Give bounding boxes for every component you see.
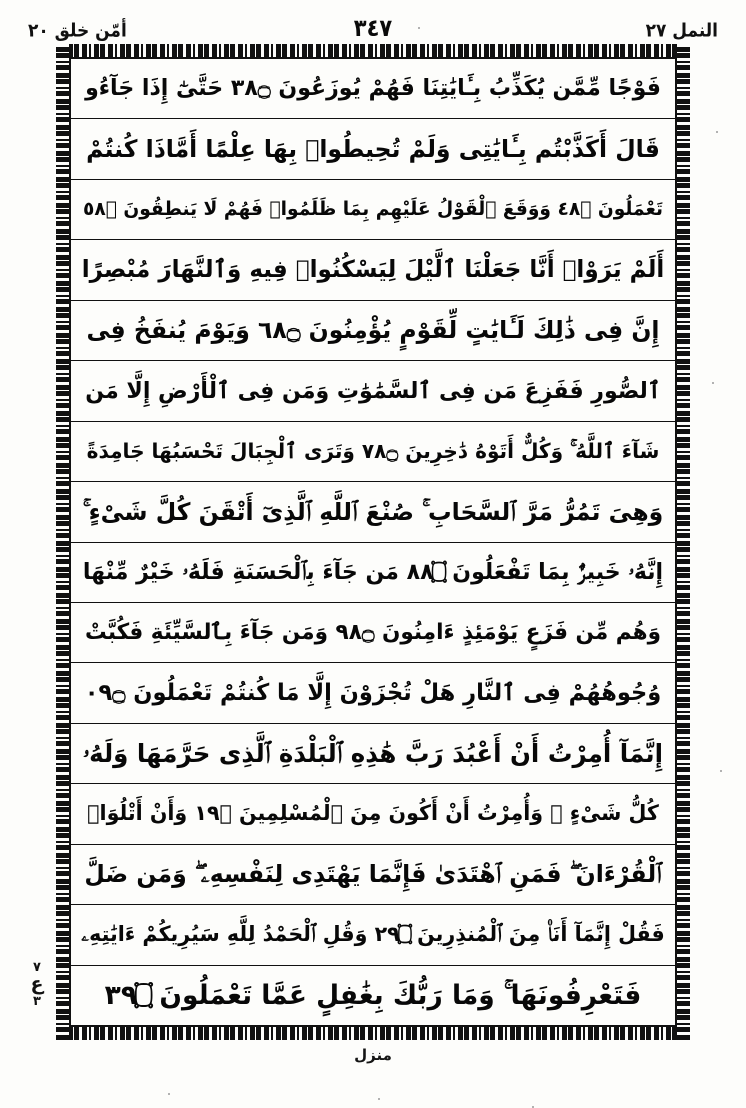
surah-label: النمل ٢٧ [645, 19, 718, 42]
juz-label: أمّن خلق ٢٠ [28, 19, 127, 42]
ayah-line-text: تَعْمَلُونَ ۝٨٤ وَوَقَعَ ٱلْقَوْلُ عَلَيْهِم بِمَا ظَلَمُوا۟ فَهُمْ لَا يَنطِقُونَ ۝٨٥ [82, 198, 664, 221]
ayah-line [71, 119, 675, 179]
ayah-line-text: إِنَّمَآ أُمِرْتُ أَنْ أَعْبُدَ رَبَّ هَٰذِهِ ٱلْبَلْدَةِ ٱلَّذِى حَرَّمَهَا وَلَهُۥ [82, 739, 664, 769]
frame-ornament-top [56, 44, 690, 57]
page-number: ٣٤٧ [353, 14, 393, 42]
frame-ornament-right [677, 44, 690, 1040]
ornamental-frame [56, 44, 690, 1040]
frame-ornament-bottom [56, 1027, 690, 1040]
ayah-line [71, 180, 675, 240]
ayah-line [71, 966, 675, 1025]
ayah-line-text: كُلُّ شَىْءٍ ۖ وَأُمِرْتُ أَنْ أَكُونَ مِنَ ٱلْمُسْلِمِينَ ۝٩١ وَأَنْ أَتْلُوَا۟ [87, 801, 659, 826]
ayah-line-text: فَوْجًا مِّمَّن يُكَذِّبُ بِـَٔايَٰتِنَا فَهُمْ يُوزَعُونَ ۝٨٣ حَتَّىٰٓ إِذَا جَآءُو [85, 75, 661, 102]
ayah-line-text: وُجُوهُهُمْ فِى ٱلنَّارِ هَلْ تُجْزَوْنَ إِلَّا مَا كُنتُمْ تَعْمَلُونَ ۝٩٠ [84, 679, 662, 706]
ayah-line-text: ٱلصُّورِ فَفَزِعَ مَن فِى ٱلسَّمَٰوَٰتِ وَمَن فِى ٱلْأَرْضِ إِلَّا مَن [85, 377, 661, 404]
ruku-in-surah: ٣ [33, 993, 41, 1009]
ayah-line [71, 663, 675, 723]
manzil-label: منزل [354, 1046, 392, 1064]
ruku-count: ٧ [33, 959, 41, 975]
ayah-line [71, 845, 675, 905]
ayah-line-text: قَالَ أَكَذَّبْتُم بِـَٔايَٰتِى وَلَمْ تُحِيطُوا۟ بِهَا عِلْمًا أَمَّاذَا كُنتُمْ [86, 135, 660, 164]
scan-speckle [378, 1098, 380, 1100]
scan-speckle [716, 131, 718, 133]
ayah-line [71, 784, 675, 844]
ayah-line [71, 482, 675, 542]
ayah-line [71, 301, 675, 361]
ayah-line-text: شَآءَ ٱللَّهُ ۚ وَكُلٌّ أَتَوْهُ دَٰخِرِينَ ۝٨٧ وَتَرَى ٱلْجِبَالَ تَحْسَبُهَا جَامِدَةً [86, 439, 660, 464]
ayah-line [71, 59, 675, 119]
ayah-line [71, 361, 675, 421]
scan-speckle [712, 382, 714, 384]
ayah-line [71, 422, 675, 482]
ruku-marker [22, 938, 52, 1030]
text-block-border [69, 57, 677, 1027]
ayah-line-text: فَتَعْرِفُونَهَا ۚ وَمَا رَبُّكَ بِغَٰفِلٍ عَمَّا تَعْمَلُونَ ۝٩٣ [104, 979, 642, 1011]
scan-speckle [168, 1093, 170, 1095]
ayah-line [71, 543, 675, 603]
ruku-ain-glyph: ع [30, 972, 44, 995]
ayah-line-text: وَهُم مِّن فَزَعٍ يَوْمَئِذٍ ءَامِنُونَ ۝٨٩ وَمَن جَآءَ بِٱلسَّيِّئَةِ فَكُبَّتْ [85, 619, 661, 645]
ayah-line-text: إِنَّهُۥ خَبِيرٌۢ بِمَا تَفْعَلُونَ ۝٨٨ مَن جَآءَ بِٱلْحَسَنَةِ فَلَهُۥ خَيْرٌ مِّنْهَا [82, 558, 664, 585]
frame-ornament-left [56, 44, 69, 1040]
ayah-line-text: إِنَّ فِى ذَٰلِكَ لَـَٔايَٰتٍ لِّقَوْمٍ يُؤْمِنُونَ ۝٨٦ وَيَوْمَ يُنفَخُ فِى [86, 316, 660, 345]
scan-speckle [720, 770, 722, 772]
ayah-line-text: ٱلْقُرْءَانَ ۖ فَمَنِ ٱهْتَدَىٰ فَإِنَّمَا يَهْتَدِى لِنَفْسِهِۦ ۖ وَمَن ضَلَّ [84, 860, 662, 889]
ayah-line-text: وَهِىَ تَمُرُّ مَرَّ ٱلسَّحَابِ ۚ صُنْعَ ٱللَّهِ ٱلَّذِىٓ أَتْقَنَ كُلَّ شَىْءٍ ۚ [82, 497, 664, 526]
ayah-line [71, 240, 675, 300]
ayah-line [71, 603, 675, 663]
ayah-line-list [71, 59, 675, 1025]
running-header [28, 6, 718, 40]
ayah-line [71, 724, 675, 784]
ayah-line-text: فَقُلْ إِنَّمَآ أَنَا۠ مِنَ ٱلْمُنذِرِينَ ۝٩٢ وَقُلِ ٱلْحَمْدُ لِلَّهِ سَيُرِيكُمْ ءَايَٰتِهِۦ [81, 922, 665, 947]
scan-speckle [418, 27, 420, 29]
ayah-line-text: أَلَمْ يَرَوْا۟ أَنَّا جَعَلْنَا ٱلَّيْلَ لِيَسْكُنُوا۟ فِيهِ وَٱلنَّهَارَ مُبْصِرًا [81, 255, 665, 284]
ayah-line [71, 905, 675, 965]
